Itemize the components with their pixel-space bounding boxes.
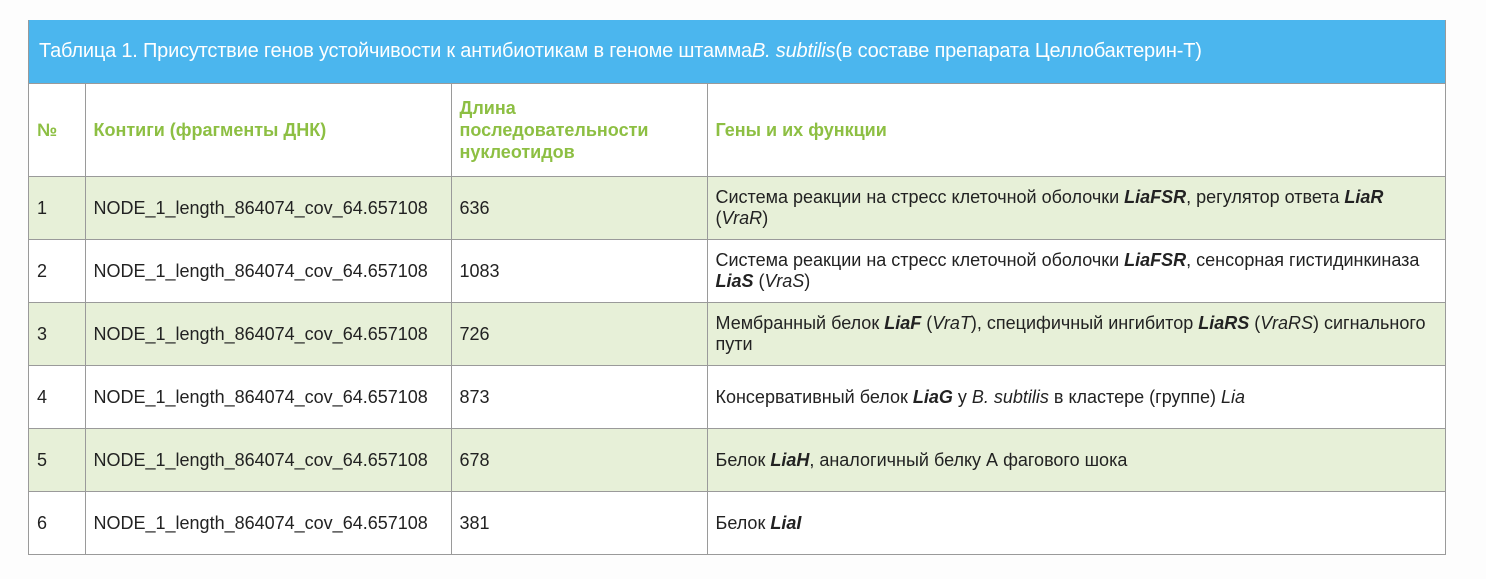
cell-length: 726 — [451, 303, 707, 366]
gene-alias: VraRS — [1260, 313, 1313, 333]
gene-alias: VraR — [721, 208, 763, 228]
cell-num: 2 — [29, 240, 85, 303]
genes-text: ) сигнального пути — [715, 313, 1426, 354]
gene-alias: VraS — [764, 271, 805, 291]
cell-genes — [707, 177, 1445, 240]
genes-text: в кластере (группе) — [1048, 386, 1222, 407]
genes-text: , регулятор ответа — [1186, 187, 1345, 207]
table-row — [29, 240, 1445, 303]
gene-name: LiaR — [1344, 187, 1384, 207]
genes-text: Белок — [715, 449, 771, 470]
cell-contig: NODE_1_length_864074_cov_64.657108 — [85, 429, 451, 492]
gene-alias: VraT — [932, 313, 971, 333]
gene-name: LiaH — [770, 449, 810, 470]
table-row — [29, 429, 1445, 492]
genes-text: ( — [715, 208, 722, 228]
table-row — [29, 177, 1445, 240]
header-num: № — [29, 84, 85, 177]
cell-genes — [707, 240, 1445, 303]
species-name: B. subtilis — [971, 386, 1049, 407]
cell-num: 1 — [29, 177, 85, 240]
table-caption — [29, 20, 1445, 83]
genes-text: Консервативный белок — [715, 386, 913, 407]
genes-text: Система реакции на стресс клеточной оболочки — [715, 250, 1125, 270]
cell-contig: NODE_1_length_864074_cov_64.657108 — [85, 240, 451, 303]
genes-text: , аналогичный белку А фагового шока — [809, 449, 1128, 470]
genes-text: Система реакции на стресс клеточной оболочки — [715, 187, 1125, 207]
gene-name: LiaS — [715, 271, 754, 291]
cell-length: 678 — [451, 429, 707, 492]
header-length-line3: нуклеотидов — [459, 142, 575, 162]
gene-name: LiaF — [884, 313, 922, 333]
table-row — [29, 303, 1445, 366]
genes-table — [29, 83, 1445, 554]
caption-species: B. subtilis — [751, 40, 836, 62]
cluster-name: Lia — [1221, 386, 1246, 407]
table-header-row — [29, 84, 1445, 177]
gene-name: LiaG — [912, 386, 953, 407]
cell-length: 636 — [451, 177, 707, 240]
gene-name: LiaI — [770, 512, 802, 533]
gene-name: LiaFSR — [1124, 187, 1187, 207]
genes-text: , сенсорная гистидинкиназа — [1186, 250, 1420, 270]
cell-length: 1083 — [451, 240, 707, 303]
header-length — [451, 84, 707, 177]
resistance-genes-table — [28, 20, 1446, 555]
cell-num: 3 — [29, 303, 85, 366]
cell-contig: NODE_1_length_864074_cov_64.657108 — [85, 177, 451, 240]
genes-text: ( — [1249, 313, 1261, 333]
genes-text: ) — [804, 271, 811, 291]
genes-text: ) — [762, 208, 769, 228]
table-row — [29, 492, 1445, 555]
caption-suffix: (в составе препарата Целлобактерин-Т) — [835, 40, 1202, 62]
cell-genes — [707, 492, 1445, 555]
cell-length: 381 — [451, 492, 707, 555]
cell-genes — [707, 303, 1445, 366]
cell-length: 873 — [451, 366, 707, 429]
gene-name: LiaFSR — [1124, 250, 1187, 270]
genes-text: Белок — [715, 512, 771, 533]
cell-contig: NODE_1_length_864074_cov_64.657108 — [85, 303, 451, 366]
header-genes: Гены и их функции — [707, 84, 1445, 177]
caption-prefix: Таблица 1. Присутствие генов устойчивости к антибиотикам в геноме штамма — [39, 40, 752, 62]
genes-text: у — [952, 386, 972, 407]
genes-text: ), специфичный ингибитор — [970, 313, 1199, 333]
genes-text: ( — [921, 313, 933, 333]
cell-genes — [707, 366, 1445, 429]
cell-num: 4 — [29, 366, 85, 429]
cell-num: 6 — [29, 492, 85, 555]
genes-text: Мембранный белок — [715, 313, 885, 333]
header-length-line1: Длина — [459, 98, 516, 118]
header-contig: Контиги (фрагменты ДНК) — [85, 84, 451, 177]
genes-text: ( — [753, 271, 765, 291]
table-row — [29, 366, 1445, 429]
cell-genes — [707, 429, 1445, 492]
header-length-line2: последовательности — [459, 120, 649, 140]
gene-name: LiaRS — [1198, 313, 1250, 333]
cell-contig: NODE_1_length_864074_cov_64.657108 — [85, 492, 451, 555]
cell-num: 5 — [29, 429, 85, 492]
cell-contig: NODE_1_length_864074_cov_64.657108 — [85, 366, 451, 429]
